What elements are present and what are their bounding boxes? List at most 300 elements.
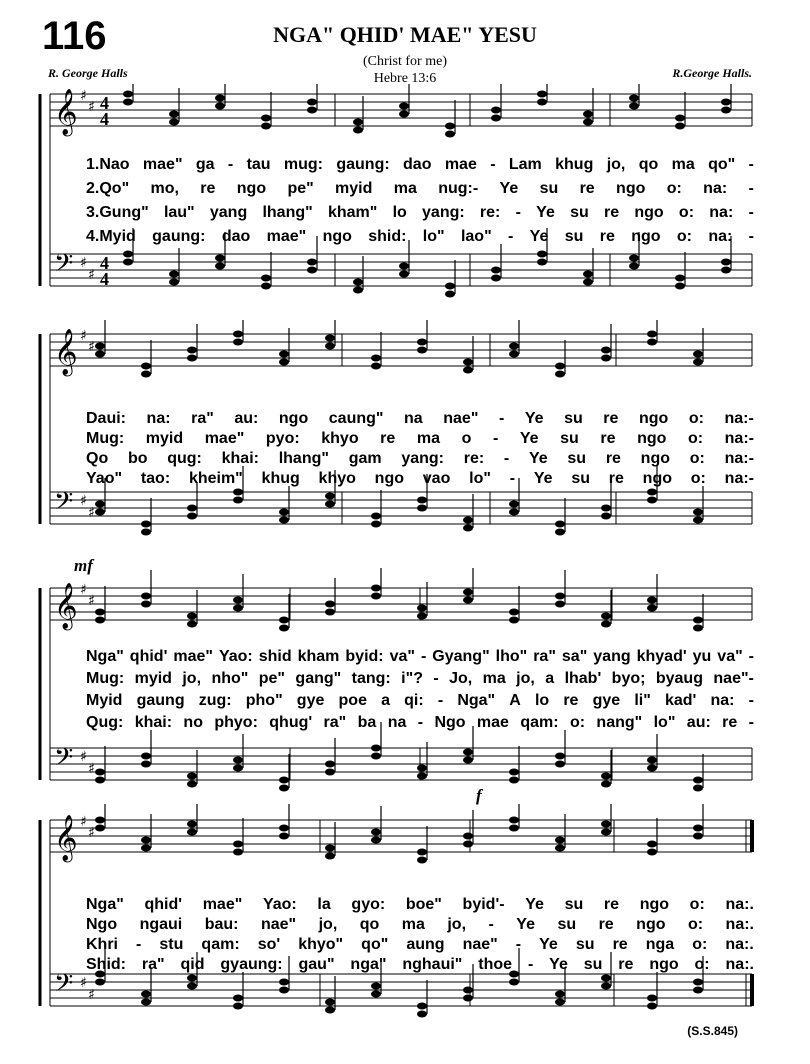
lyric-syllable: re [605, 450, 621, 467]
note-head [325, 1007, 335, 1014]
note-head [371, 829, 381, 836]
note-head [371, 991, 381, 998]
note-head [187, 513, 197, 520]
lyric-syllable: Qug: [86, 714, 124, 731]
lyric-syllable: gyo: [351, 896, 386, 913]
note-head [647, 765, 657, 772]
lyric-line-verse-3 [86, 692, 754, 710]
lyric-syllable: pho" [245, 692, 283, 709]
lyric-syllable: 1.Nao [86, 156, 130, 173]
note-head [417, 605, 427, 612]
lyric-syllable: ma [393, 180, 417, 197]
lyric-syllable: na:. [725, 916, 754, 933]
lyric-syllable: qhug' [269, 714, 313, 731]
note-head [233, 757, 243, 764]
lyric-syllable: re [612, 936, 628, 953]
note-head [537, 259, 547, 266]
note-head [601, 983, 611, 990]
lyric-syllable: na:. [725, 936, 754, 953]
note-head [417, 339, 427, 346]
lyric-syllable: - [437, 692, 444, 709]
lyric-syllable: khyad' [636, 648, 687, 665]
lyric-syllable: Yao: [218, 648, 253, 665]
note-head [509, 817, 519, 824]
lyric-syllable: lau" [163, 204, 195, 221]
lyric-syllable: ga [195, 156, 215, 173]
note-head [307, 259, 317, 266]
note-head [509, 509, 519, 516]
lyric-syllable: su [571, 470, 590, 487]
lyric-syllable: au: [234, 410, 259, 427]
sharp-icon: ♯ [80, 749, 87, 765]
note-head [325, 493, 335, 500]
lyric-syllable: ra" [323, 714, 347, 731]
note-head [325, 853, 335, 860]
lyric-syllable: sa" [561, 648, 588, 665]
lyric-syllable: Ye [528, 450, 548, 467]
bass-clef-icon: 𝄢 [54, 969, 74, 1004]
note-head [417, 1003, 427, 1010]
lyric-syllable: - [509, 470, 516, 487]
lyric-syllable: Qo [86, 450, 109, 467]
note-head [647, 597, 657, 604]
lyric-syllable: lhab' [564, 670, 602, 687]
lyric-syllable: Daui: [86, 410, 126, 427]
lyric-syllable: gaung: [336, 156, 390, 173]
lyric-syllable: gaung: [152, 228, 206, 245]
lyric-line-verse-2 [86, 430, 754, 448]
lyric-line-verse-3 [86, 450, 754, 468]
lyric-syllable: re [604, 204, 620, 221]
note-head [141, 593, 151, 600]
note-head [141, 845, 151, 852]
note-head [555, 363, 565, 370]
hymn-title: NGA" QHID' MAE" YESU [273, 22, 537, 47]
note-head [141, 999, 151, 1006]
note-head [445, 283, 455, 290]
note-head [371, 745, 381, 752]
note-head [353, 127, 363, 134]
lyric-syllable: mo, [150, 180, 179, 197]
note-head [509, 825, 519, 832]
lyric-line-verse-2 [86, 670, 754, 688]
note-head [141, 521, 151, 528]
lyric-syllable: na:- [724, 450, 754, 467]
sharp-icon: ♯ [88, 825, 95, 841]
lyric-syllable: ngo [636, 916, 666, 933]
note-head [141, 363, 151, 370]
lyric-line-verse-1 [86, 156, 754, 174]
lyric-syllable: na:- [724, 470, 754, 487]
lyric-syllable: Myid [86, 692, 123, 709]
treble-clef-icon: 𝄞 [54, 583, 78, 629]
note-head [629, 263, 639, 270]
note-head [647, 841, 657, 848]
lyric-syllable: Ye [539, 936, 558, 953]
bass-clef-icon: 𝄢 [54, 249, 74, 284]
note-head [463, 833, 473, 840]
note-head [371, 513, 381, 520]
lyric-syllable: nug:- [438, 180, 479, 197]
lyric-syllable: jo, [606, 156, 626, 173]
note-head [721, 259, 731, 266]
note-head [279, 785, 289, 792]
lyric-syllable: Khri [86, 936, 118, 953]
note-head [601, 829, 611, 836]
lyric-syllable: mae [476, 714, 509, 731]
note-head [95, 501, 105, 508]
time-signature-digit: 4 [100, 253, 109, 273]
lyric-syllable: va" [717, 648, 743, 665]
lyric-syllable: A [509, 692, 521, 709]
note-head [445, 131, 455, 138]
lyric-syllable: na: [708, 228, 733, 245]
note-head [445, 291, 455, 298]
dynamic-forte: f [476, 786, 482, 805]
note-head [95, 351, 105, 358]
note-head [371, 753, 381, 760]
lyric-syllable: lo" [653, 714, 676, 731]
lyric-syllable: lo" [422, 228, 445, 245]
note-head [325, 335, 335, 342]
lyric-syllable: lo [534, 692, 550, 709]
lyric-syllable: mae" [173, 648, 213, 665]
note-head [693, 785, 703, 792]
lyric-syllable: nae" [260, 916, 297, 933]
lyric-syllable: gye [296, 692, 325, 709]
lyric-syllable: pe" [258, 670, 286, 687]
note-head [583, 119, 593, 126]
lyric-syllable: Nga" [86, 648, 124, 665]
note-head [491, 267, 501, 274]
note-head [279, 777, 289, 784]
note-head [463, 525, 473, 532]
lyric-syllable: - [417, 714, 424, 731]
lyric-syllable: gaung [136, 692, 185, 709]
note-head [555, 761, 565, 768]
hymn-subtitle: (Christ for me) [363, 54, 447, 69]
note-head [279, 625, 289, 632]
lyric-syllable: - [433, 670, 439, 687]
lyric-syllable: - [748, 714, 754, 731]
lyric-syllable: ngo [278, 410, 309, 427]
lyric-syllable: byo; [611, 670, 646, 687]
note-head [463, 367, 473, 374]
note-head [463, 987, 473, 994]
note-head [279, 825, 289, 832]
note-head [417, 765, 427, 772]
lyric-syllable: ba [357, 714, 377, 731]
lyric-syllable: su [567, 450, 587, 467]
lyric-syllable: - [508, 228, 514, 245]
note-head [95, 777, 105, 784]
lyric-syllable: thoe [478, 956, 513, 973]
lyric-syllable: zug: [198, 692, 232, 709]
note-head [647, 1003, 657, 1010]
lyric-syllable: su [560, 430, 579, 447]
lyric-syllable: li" [634, 692, 651, 709]
lyric-syllable: ngo [374, 470, 404, 487]
lyric-syllable: Ngo [86, 916, 118, 933]
note-head [629, 103, 639, 110]
lyric-syllable: Ye [529, 228, 549, 245]
note-head [187, 613, 197, 620]
lyric-syllable: Ye [516, 916, 535, 933]
lyric-syllable: qam: [520, 714, 559, 731]
lyric-line-verse-4 [86, 228, 754, 246]
lyric-syllable: gyaung: [220, 956, 283, 973]
lyric-syllable: ma [482, 670, 506, 687]
lyric-syllable: byaug [655, 670, 703, 687]
note-head [233, 331, 243, 338]
note-head [169, 279, 179, 286]
note-head [371, 355, 381, 362]
lyric-syllable: 3.Gung" [86, 204, 149, 221]
note-head [675, 275, 685, 282]
lyric-syllable: mae" [204, 430, 245, 447]
note-head [693, 979, 703, 986]
sharp-icon: ♯ [88, 99, 95, 115]
lyric-syllable: khai: [221, 450, 259, 467]
bass-clef-icon: 𝄢 [54, 487, 74, 522]
note-head [555, 991, 565, 998]
lyric-syllable: poe [338, 692, 367, 709]
lyric-line-verse-4 [86, 470, 754, 488]
lyric-syllable: yang: [422, 204, 465, 221]
note-head [141, 991, 151, 998]
note-head [509, 617, 519, 624]
note-head [555, 845, 565, 852]
lyric-syllable: a [545, 670, 555, 687]
lyric-syllable: qhid' [144, 896, 183, 913]
lyric-syllable: Lam [508, 156, 542, 173]
lyric-syllable: Nga" [86, 896, 124, 913]
note-head [353, 119, 363, 126]
note-head [509, 769, 519, 776]
lyric-syllable: mae" [266, 228, 307, 245]
note-head [693, 509, 703, 516]
note-head [417, 505, 427, 512]
note-head [463, 995, 473, 1002]
note-head [647, 849, 657, 856]
note-head [95, 825, 105, 832]
lyric-syllable: - [227, 156, 234, 173]
treble-clef-icon: 𝄞 [54, 815, 78, 861]
lyric-syllable: su [539, 180, 559, 197]
lyric-syllable: ra" [141, 956, 165, 973]
sharp-icon: ♯ [80, 814, 87, 830]
lyric-syllable: mae [444, 156, 477, 173]
note-head [417, 849, 427, 856]
note-head [141, 837, 151, 844]
lyric-line-verse-1 [86, 410, 754, 428]
lyric-syllable: ra" [533, 648, 556, 665]
dynamic-mezzo-forte: mf [74, 556, 93, 575]
note-head [555, 521, 565, 528]
note-head [325, 501, 335, 508]
lyric-syllable: re [380, 430, 396, 447]
note-head [233, 995, 243, 1002]
lyric-syllable: Nga" [457, 692, 496, 709]
note-head [95, 617, 105, 624]
lyric-syllable: aung [406, 936, 445, 953]
lyric-syllable: qid [180, 956, 205, 973]
treble-clef-icon: 𝄞 [54, 89, 78, 135]
lyric-syllable: ngo [634, 204, 664, 221]
lyric-syllable: re [600, 430, 616, 447]
lyric-syllable: qo [638, 156, 659, 173]
lyric-syllable: qo [359, 916, 380, 933]
lyric-syllable: o: [689, 450, 705, 467]
note-head [233, 765, 243, 772]
note-head [141, 601, 151, 608]
lyric-syllable: re [603, 410, 619, 427]
lyric-syllable: - [748, 228, 754, 245]
note-head [647, 489, 657, 496]
lyric-syllable: na:. [725, 956, 754, 973]
lyric-syllable: na: [710, 692, 735, 709]
lyric-syllable: ngaui [139, 916, 183, 933]
note-head [463, 359, 473, 366]
note-head [169, 119, 179, 126]
lyric-syllable: no [183, 714, 203, 731]
lyric-syllable: pyo: [265, 430, 300, 447]
note-head [601, 621, 611, 628]
sharp-icon: ♯ [88, 267, 95, 283]
note-head [463, 841, 473, 848]
note-head [371, 363, 381, 370]
lyric-syllable: qam: [201, 936, 240, 953]
note-head [233, 841, 243, 848]
lyric-syllable: qhid' [129, 648, 168, 665]
lyric-syllable: jo, [447, 916, 467, 933]
lyric-syllable: khyo [318, 470, 356, 487]
note-head [693, 825, 703, 832]
lyric-syllable: Shid: [86, 956, 126, 973]
lyric-syllable: mae" [202, 896, 243, 913]
note-head [555, 529, 565, 536]
note-head [399, 103, 409, 110]
note-head [187, 781, 197, 788]
note-head [509, 777, 519, 784]
lyric-syllable: khyo" [298, 936, 344, 953]
lyric-syllable: khai: [134, 714, 173, 731]
lyric-syllable: lhang" [262, 204, 313, 221]
lyric-line-verse-3 [86, 936, 754, 954]
lyric-syllable: re [618, 956, 634, 973]
lyric-syllable: na:- [724, 430, 754, 447]
note-head [325, 609, 335, 616]
sharp-icon: ♯ [80, 975, 87, 991]
lyric-syllable: o: [692, 936, 708, 953]
lyric-syllable: lo [392, 204, 407, 221]
lyric-syllable: ma [671, 156, 695, 173]
lyric-syllable: lho" [495, 648, 528, 665]
note-head [463, 517, 473, 524]
lyric-syllable: ma [401, 916, 425, 933]
lyric-syllable: mug: [283, 156, 324, 173]
lyric-syllable: o: [676, 228, 692, 245]
note-head [721, 267, 731, 274]
lyric-syllable: Ye [499, 180, 519, 197]
lyric-syllable: Mug: [86, 670, 125, 687]
note-head [233, 489, 243, 496]
lyric-syllable: phyo: [214, 714, 258, 731]
note-head [95, 769, 105, 776]
lyric-syllable: nghaui" [402, 956, 463, 973]
note-head [601, 821, 611, 828]
lyric-syllable: vao [422, 470, 451, 487]
note-head [675, 123, 685, 130]
lyric-syllable: jo, [318, 916, 338, 933]
lyric-syllable: na:. [725, 896, 754, 913]
lyric-syllable: nae"- [713, 670, 754, 687]
note-head [233, 605, 243, 612]
note-head [307, 99, 317, 106]
note-head [647, 331, 657, 338]
lyric-syllable: Ye [549, 956, 568, 973]
note-head [307, 267, 317, 274]
lyric-syllable: nae" [462, 936, 498, 953]
note-head [95, 343, 105, 350]
lyric-syllable: re [563, 692, 579, 709]
note-head [325, 769, 335, 776]
note-head [417, 347, 427, 354]
lyric-syllable: na:- [724, 410, 754, 427]
lyric-syllable: shid: [368, 228, 407, 245]
note-head [629, 255, 639, 262]
note-head [279, 509, 289, 516]
lyric-syllable: - [498, 410, 505, 427]
note-head [555, 593, 565, 600]
lyric-syllable: pe" [287, 180, 314, 197]
note-head [279, 359, 289, 366]
lyric-syllable: myid [145, 430, 184, 447]
lyric-syllable: su [557, 916, 577, 933]
lyric-syllable: re: [463, 450, 485, 467]
sharp-icon: ♯ [88, 761, 95, 777]
lyric-syllable: jo, [516, 670, 535, 687]
note-head [491, 275, 501, 282]
lyric-syllable: so' [257, 936, 281, 953]
lyric-syllable: na [404, 410, 423, 427]
lyric-syllable: o: [569, 714, 586, 731]
note-head [555, 601, 565, 608]
lyric-syllable: ngo [637, 430, 667, 447]
lyric-syllable: tau [246, 156, 271, 173]
note-head [399, 111, 409, 118]
lyric-syllable: la [317, 896, 331, 913]
lyric-syllable: - [490, 156, 496, 173]
lyric-line-verse-2 [86, 180, 754, 198]
lyric-line-verse-3 [86, 204, 754, 222]
lyric-syllable: gau" [298, 956, 335, 973]
lyric-syllable: Mug: [86, 430, 125, 447]
lyric-syllable: Yao" [86, 470, 123, 487]
lyric-syllable: ngo [616, 180, 646, 197]
note-head [95, 817, 105, 824]
note-head [509, 609, 519, 616]
lyric-syllable: Gyang" [432, 648, 490, 665]
lyric-syllable: - [748, 648, 754, 665]
lyric-syllable: - [748, 180, 754, 197]
note-head [353, 279, 363, 286]
sharp-icon: ♯ [88, 505, 95, 521]
note-head [537, 99, 547, 106]
lyric-syllable: - [748, 692, 754, 709]
note-head [187, 505, 197, 512]
lyric-syllable: tang: [351, 670, 391, 687]
